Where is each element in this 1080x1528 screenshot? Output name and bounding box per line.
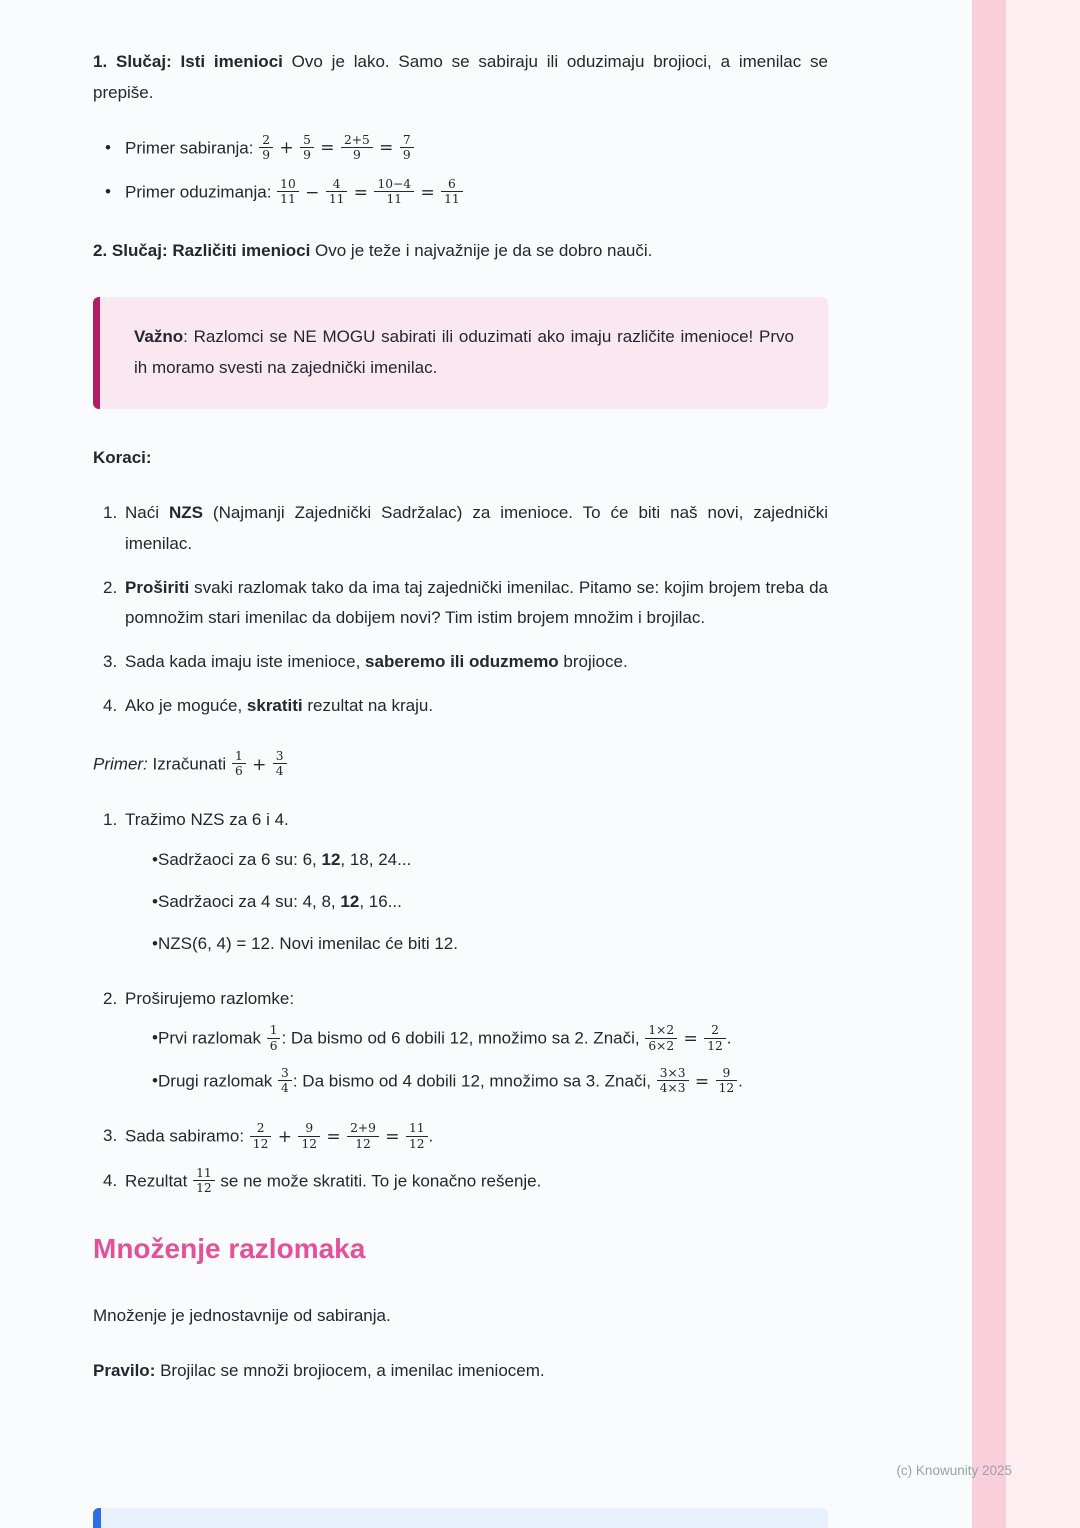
document-content <box>93 47 828 1411</box>
bold-text: Važno <box>134 326 184 346</box>
list-item-text: Sada kada imaju iste imenioce, saberemo ili oduzmemo brojioce. <box>125 652 628 672</box>
numerator: 1 <box>234 749 243 764</box>
steps-label <box>93 443 828 474</box>
bold-text: 1. Slučaj: Isti imenioci <box>93 52 283 71</box>
denominator: 6 <box>232 763 246 778</box>
list-item-text: Naći NZS (Najmanji Zajednički Sadržalac) za imenioce. To će biti naš novi, zajednički imenilac. <box>125 502 828 553</box>
denominator: 11 <box>441 191 463 206</box>
numerator: 2 <box>711 1023 719 1038</box>
math-expression <box>656 1065 738 1095</box>
list-item <box>140 1023 828 1055</box>
numerator: 4 <box>332 177 341 192</box>
denominator: 12 <box>250 1136 272 1151</box>
fraction <box>715 1066 739 1095</box>
list-item-text: Prvi razlomak $\frac{1}{6}$ : Da bismo od 6 dobili 12, množimo sa 2. Znači, $\frac{1\times 2}{6\times 2}$ = $\frac{2}{12}$ . <box>158 1023 732 1053</box>
list-item-text: Primer sabiranja: $\frac{2}{9}$ + $\frac{5}{9}$ = $\frac{2+5}{9}$ = $\frac{7}{9}$ <box>125 133 828 165</box>
denominator: 12 <box>298 1136 320 1151</box>
fraction <box>373 177 415 206</box>
bullet-icon: • <box>152 933 158 953</box>
math-expression <box>231 749 288 779</box>
math-expression <box>644 1023 726 1053</box>
math-operator: = <box>314 138 340 159</box>
numerator: 2+9 <box>350 1121 376 1136</box>
math-operator: = <box>379 1127 405 1147</box>
fraction <box>249 1121 273 1150</box>
denominator: 12 <box>704 1038 726 1053</box>
list-number: 2. <box>103 577 118 597</box>
list-number: 2. <box>103 988 118 1008</box>
numerator: 10 <box>280 177 296 192</box>
fraction <box>266 1023 282 1052</box>
fraction <box>346 1121 380 1150</box>
list-number: 3. <box>103 652 118 672</box>
math-expression <box>266 1023 282 1053</box>
fraction <box>277 1066 293 1095</box>
list-item <box>93 133 828 165</box>
numerator: 3 <box>275 749 284 764</box>
fraction <box>703 1023 727 1052</box>
case1-paragraph: 1. Slučaj: Isti imenioci Ovo je lako. Samo se sabiraju ili oduzimaju brojioci, a imenilac se prepiše. <box>93 52 828 102</box>
list-item <box>93 498 828 560</box>
fraction <box>272 749 288 778</box>
fraction <box>644 1023 678 1052</box>
numerator: 3×3 <box>659 1065 686 1080</box>
next-section-callout-cutoff <box>93 1508 828 1528</box>
math-operator: = <box>373 138 399 159</box>
math-expression <box>277 1065 293 1095</box>
fraction <box>299 133 315 162</box>
bold-text: saberemo ili oduzmemo <box>365 652 559 672</box>
list-number: 4. <box>103 696 118 716</box>
list-item <box>93 984 828 1109</box>
list-item-text: Primer oduzimanja: $\frac{10}{11}$ − $\frac{4}{11}$ = $\frac{10-4}{11}$ = $\frac{6}{11}$ <box>125 177 828 209</box>
callout-text: Važno: Razlomci se NE MOGU sabirati ili oduzimati ako imaju različite imenioce! Prvo ih moramo svesti na zajednički imenilac. <box>134 326 794 377</box>
bullet-icon: • <box>152 849 158 869</box>
denominator: 9 <box>259 147 273 162</box>
math-operator: = <box>678 1029 704 1049</box>
list-item <box>93 1121 828 1153</box>
bold-text: 2. Slučaj: Različiti imenioci <box>93 240 311 260</box>
page-edge-stripe-pink <box>972 0 1006 1528</box>
denominator: 6×2 <box>645 1038 677 1053</box>
bullet-icon: • <box>152 891 158 911</box>
list-item <box>140 887 828 918</box>
fraction <box>297 1121 321 1150</box>
numerator: 1 <box>269 1023 278 1038</box>
fraction <box>656 1066 690 1095</box>
numerator: 9 <box>722 1065 731 1080</box>
fraction <box>192 1166 216 1195</box>
math-operator: + <box>274 138 300 159</box>
bold-text: NZS <box>168 502 203 522</box>
list-number: 1. <box>103 809 118 829</box>
fraction <box>258 133 274 162</box>
math-operator: + <box>246 754 272 775</box>
fraction <box>340 133 374 162</box>
case1-examples <box>93 133 828 209</box>
bullet-icon: • <box>105 137 111 157</box>
math-expression <box>192 1165 216 1195</box>
fraction <box>440 177 464 206</box>
italic-text: Primer: <box>93 754 148 774</box>
nested-bullet-list <box>125 1023 828 1097</box>
denominator: 11 <box>374 191 414 206</box>
page-edge-stripe-light <box>1006 0 1080 1528</box>
list-item-text: Sada sabiramo: $\frac{2}{12}$ + $\frac{9}{12}$ = $\frac{2+9}{12}$ = $\frac{11}{12}$ . <box>125 1121 434 1151</box>
list-item <box>140 845 828 876</box>
math-operator: = <box>415 182 441 203</box>
bullet-icon: • <box>152 1028 158 1048</box>
list-item <box>93 691 828 722</box>
nested-bullet-list <box>125 845 828 960</box>
bold-text: 12 <box>340 891 360 911</box>
numerator: 5 <box>303 132 311 147</box>
fraction <box>276 177 300 206</box>
numerator: 1×2 <box>648 1023 675 1038</box>
list-item <box>140 929 828 960</box>
math-operator: = <box>348 182 374 203</box>
fraction <box>399 133 415 162</box>
list-item-text: Ako je moguće, skratiti rezultat na kraju. <box>125 696 434 716</box>
list-item <box>93 805 828 971</box>
bold-text: Proširiti <box>125 577 190 597</box>
list-item <box>93 177 828 209</box>
numerator: 2 <box>262 132 271 147</box>
numerator: 11 <box>408 1121 425 1136</box>
list-item-text: NZS(6, 4) = 12. Novi imenilac će biti 12. <box>158 933 458 953</box>
math-operator: = <box>321 1127 347 1147</box>
fraction <box>405 1121 429 1150</box>
bold-text: Pravilo: <box>93 1361 156 1381</box>
bullet-icon: • <box>152 1070 158 1090</box>
bold-text: 12 <box>321 849 341 869</box>
list-item-text: Rezultat $\frac{11}{12}$ se ne može skratiti. To je konačno rešenje. <box>125 1165 542 1195</box>
numerator: 6 <box>448 177 456 192</box>
bullet-icon: • <box>105 182 111 202</box>
important-callout <box>93 297 828 409</box>
denominator: 9 <box>400 147 414 162</box>
list-number: 1. <box>103 502 118 522</box>
denominator: 11 <box>326 191 348 206</box>
multiplication-rule: Pravilo: Brojilac se množi brojiocem, a imenilac imeniocem. <box>93 1361 545 1381</box>
list-item-text: Sadržaoci za 4 su: 4, 8, 12, 16... <box>158 891 402 911</box>
denominator: 9 <box>341 147 373 162</box>
numerator: 7 <box>402 132 411 147</box>
example-intro: Primer: Izračunati $\frac{1}{6}$ + $\frac{3}{4}$ <box>93 749 828 781</box>
numerator: 9 <box>305 1121 314 1136</box>
list-item <box>93 1166 828 1198</box>
list-item-text: Drugi razlomak $\frac{3}{4}$ : Da bismo od 4 dobili 12, množimo sa 3. Znači, $\frac{3\times 3}{4\times 3}$ = $\frac{9}{12}$ . <box>158 1065 743 1095</box>
multiplication-heading: Množenje razlomaka <box>93 1233 366 1265</box>
denominator: 4 <box>278 1080 292 1095</box>
denominator: 12 <box>406 1136 428 1151</box>
math-operator: = <box>689 1071 715 1092</box>
list-item <box>140 1066 828 1098</box>
list-item-text: Proširiti svaki razlomak tako da ima taj zajednički imenilac. Pitamo se: kojim brojem treba da pomnožim stari imenilac da dobijem novi? Tim istim brojem množim i brojilac. <box>125 577 828 628</box>
numerator: 3 <box>281 1065 289 1080</box>
bold-text: skratiti <box>246 696 303 716</box>
denominator: 12 <box>193 1180 215 1195</box>
numerator: 2 <box>256 1121 265 1136</box>
case2-paragraph: 2. Slučaj: Različiti imenioci Ovo je teže i najvažnije je da se dobro nauči. <box>93 240 653 260</box>
list-item-text: Sadržaoci za 6 su: 6, 12, 18, 24... <box>158 849 412 869</box>
math-operator: − <box>299 182 325 203</box>
denominator: 4 <box>273 763 287 778</box>
denominator: 4×3 <box>657 1080 689 1095</box>
list-item <box>93 573 828 635</box>
denominator: 9 <box>300 147 314 162</box>
denominator: 12 <box>347 1136 379 1151</box>
example-steps <box>93 805 828 1198</box>
list-number: 3. <box>103 1126 118 1146</box>
bold-text: Koraci: <box>93 447 152 467</box>
fraction <box>231 749 247 778</box>
denominator: 6 <box>267 1038 281 1053</box>
denominator: 12 <box>716 1080 738 1095</box>
multiplication-intro: Množenje je jednostavnije od sabiranja. <box>93 1306 391 1326</box>
fraction <box>325 177 349 206</box>
numerator: 10−4 <box>377 177 412 192</box>
copyright-watermark: (c) Knowunity 2025 <box>896 1463 1012 1479</box>
numerator: 2+5 <box>343 132 370 147</box>
steps-list <box>93 498 828 723</box>
list-item-text: Proširujemo razlomke: • Prvi razlomak $\frac{1}{6}$ : Da bismo od 6 dobili 12, množimo sa 2. Znači, $\frac{1\times 2}{6\times 2}$ = $\frac{2}{12}$ . • Drugi razlomak $\frac{3}{4}$ : Da bismo od 4 dobili 12, množimo sa 3. Znači, $\frac{3\times 3}{4\times 3}$ = $\frac{9}{12}$ . <box>125 984 828 1109</box>
list-item-text: Tražimo NZS za 6 i 4. • Sadržaoci za 6 su: 6, 12, 18, 24... • Sadržaoci za 4 su: 4, 8, 12, 16... • NZS(6, 4) = 12. Novi imenilac će biti 12. <box>125 805 828 971</box>
numerator: 11 <box>196 1165 212 1180</box>
list-number: 4. <box>103 1170 118 1190</box>
denominator: 11 <box>277 191 299 206</box>
list-item <box>93 647 828 678</box>
math-operator: + <box>272 1127 298 1147</box>
